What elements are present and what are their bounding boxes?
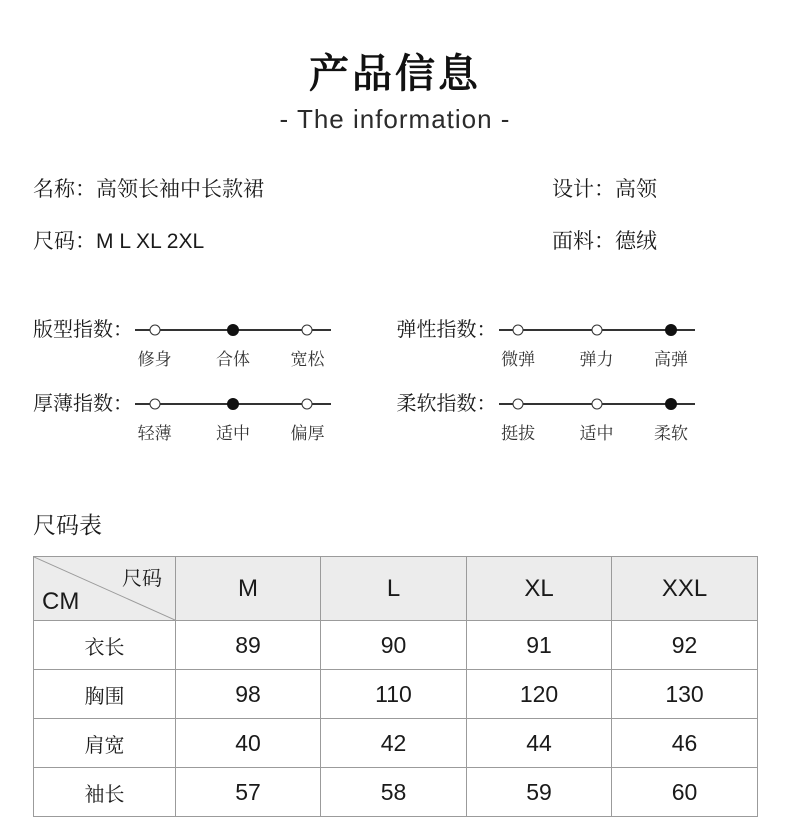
cell-shoulder-xl: 44	[467, 719, 612, 768]
cell-sleeve-l: 58	[321, 768, 467, 817]
option-label: 适中	[579, 424, 614, 443]
cell-shoulder-m: 40	[176, 719, 321, 768]
header	[0, 50, 790, 135]
index-fit-slider	[135, 319, 331, 367]
fabric-value: 德绒	[615, 230, 657, 253]
info-row-sizes	[33, 227, 264, 257]
column-header-xxl: XXL	[612, 557, 758, 621]
info-column-right	[552, 175, 742, 279]
column-header-l: L	[321, 557, 467, 621]
index-section	[0, 319, 790, 467]
index-thickness-slider	[135, 393, 331, 441]
cell-length-l: 90	[321, 621, 467, 670]
slider-dot	[513, 325, 524, 336]
index-thickness	[33, 393, 397, 441]
index-elasticity	[397, 319, 761, 367]
table-row-shoulder	[34, 719, 758, 768]
info-row-design	[552, 175, 742, 205]
slider-dot	[302, 399, 313, 410]
slider-dot	[302, 325, 313, 336]
slider-dot	[149, 399, 160, 410]
page-subtitle: - The information -	[279, 104, 511, 134]
cell-length-m: 89	[176, 621, 321, 670]
cell-bust-xl: 120	[467, 670, 612, 719]
corner-cm-label: CM	[42, 588, 80, 615]
option-label: 微弹	[501, 350, 536, 369]
slider-dot	[227, 324, 239, 336]
cell-bust-xxl: 130	[612, 670, 758, 719]
option-label: 柔软	[653, 424, 688, 443]
corner-size-label: 尺码	[122, 568, 162, 590]
option-label: 偏厚	[290, 424, 325, 443]
fabric-label: 面料：	[552, 230, 615, 253]
slider-options	[135, 417, 331, 441]
index-elasticity-slider	[499, 319, 695, 367]
row-label-sleeve: 袖长	[34, 768, 176, 817]
slider-dot	[665, 324, 677, 336]
page-title: 产品信息	[309, 52, 481, 96]
slider-dot	[513, 399, 524, 410]
option-label: 高弹	[653, 350, 688, 369]
slider-options	[135, 343, 331, 367]
index-softness-label: 柔软指数：	[396, 393, 497, 415]
slider-track-row	[135, 393, 331, 415]
index-thickness-label: 厚薄指数：	[33, 393, 133, 415]
option-label: 宽松	[290, 350, 325, 369]
table-row-sleeve	[34, 768, 758, 817]
slider-dot	[591, 399, 602, 410]
table-row-length	[34, 621, 758, 670]
slider-options	[499, 343, 695, 367]
column-header-xl: XL	[467, 557, 612, 621]
cell-shoulder-xxl: 46	[612, 719, 758, 768]
row-label-shoulder: 肩宽	[34, 719, 176, 768]
option-label: 挺拔	[501, 424, 536, 443]
slider-dot	[227, 398, 239, 410]
index-softness	[397, 393, 761, 441]
cell-sleeve-xl: 59	[467, 768, 612, 817]
slider-track-row	[135, 319, 331, 341]
slider-dot	[591, 325, 602, 336]
size-chart-heading: 尺码表	[33, 512, 102, 538]
slider-track-row	[499, 393, 695, 415]
cell-shoulder-l: 42	[321, 719, 467, 768]
index-softness-slider	[499, 393, 695, 441]
cell-bust-m: 98	[176, 670, 321, 719]
design-value: 高领	[615, 178, 657, 201]
index-elasticity-label: 弹性指数：	[396, 319, 497, 341]
column-header-m: M	[176, 557, 321, 621]
cell-sleeve-m: 57	[176, 768, 321, 817]
sizes-value: M L XL 2XL	[96, 230, 205, 253]
option-label: 修身	[137, 350, 172, 369]
index-fit	[33, 319, 397, 367]
option-label: 适中	[216, 424, 250, 443]
design-label: 设计：	[552, 178, 615, 201]
slider-options	[499, 417, 695, 441]
cell-sleeve-xxl: 60	[612, 768, 758, 817]
size-table	[33, 556, 758, 817]
row-label-bust: 胸围	[34, 670, 176, 719]
option-label: 轻薄	[137, 424, 172, 443]
product-info-section	[0, 175, 790, 279]
name-label: 名称：	[33, 178, 96, 201]
table-row-bust	[34, 670, 758, 719]
info-row-fabric	[552, 227, 742, 257]
slider-track-row	[499, 319, 695, 341]
size-table-corner-cell	[34, 557, 176, 621]
cell-length-xxl: 92	[612, 621, 758, 670]
row-label-length: 衣长	[34, 621, 176, 670]
cell-bust-l: 110	[321, 670, 467, 719]
slider-dot	[149, 325, 160, 336]
info-column-left	[33, 175, 264, 279]
option-label: 弹力	[579, 350, 614, 369]
index-fit-label: 版型指数：	[33, 319, 133, 341]
sizes-label: 尺码：	[33, 230, 96, 253]
option-label: 合体	[216, 350, 250, 369]
name-value: 高领长袖中长款裙	[96, 178, 264, 201]
size-table-header-row	[34, 557, 758, 621]
info-row-name	[33, 175, 264, 205]
slider-dot	[665, 398, 677, 410]
cell-length-xl: 91	[467, 621, 612, 670]
